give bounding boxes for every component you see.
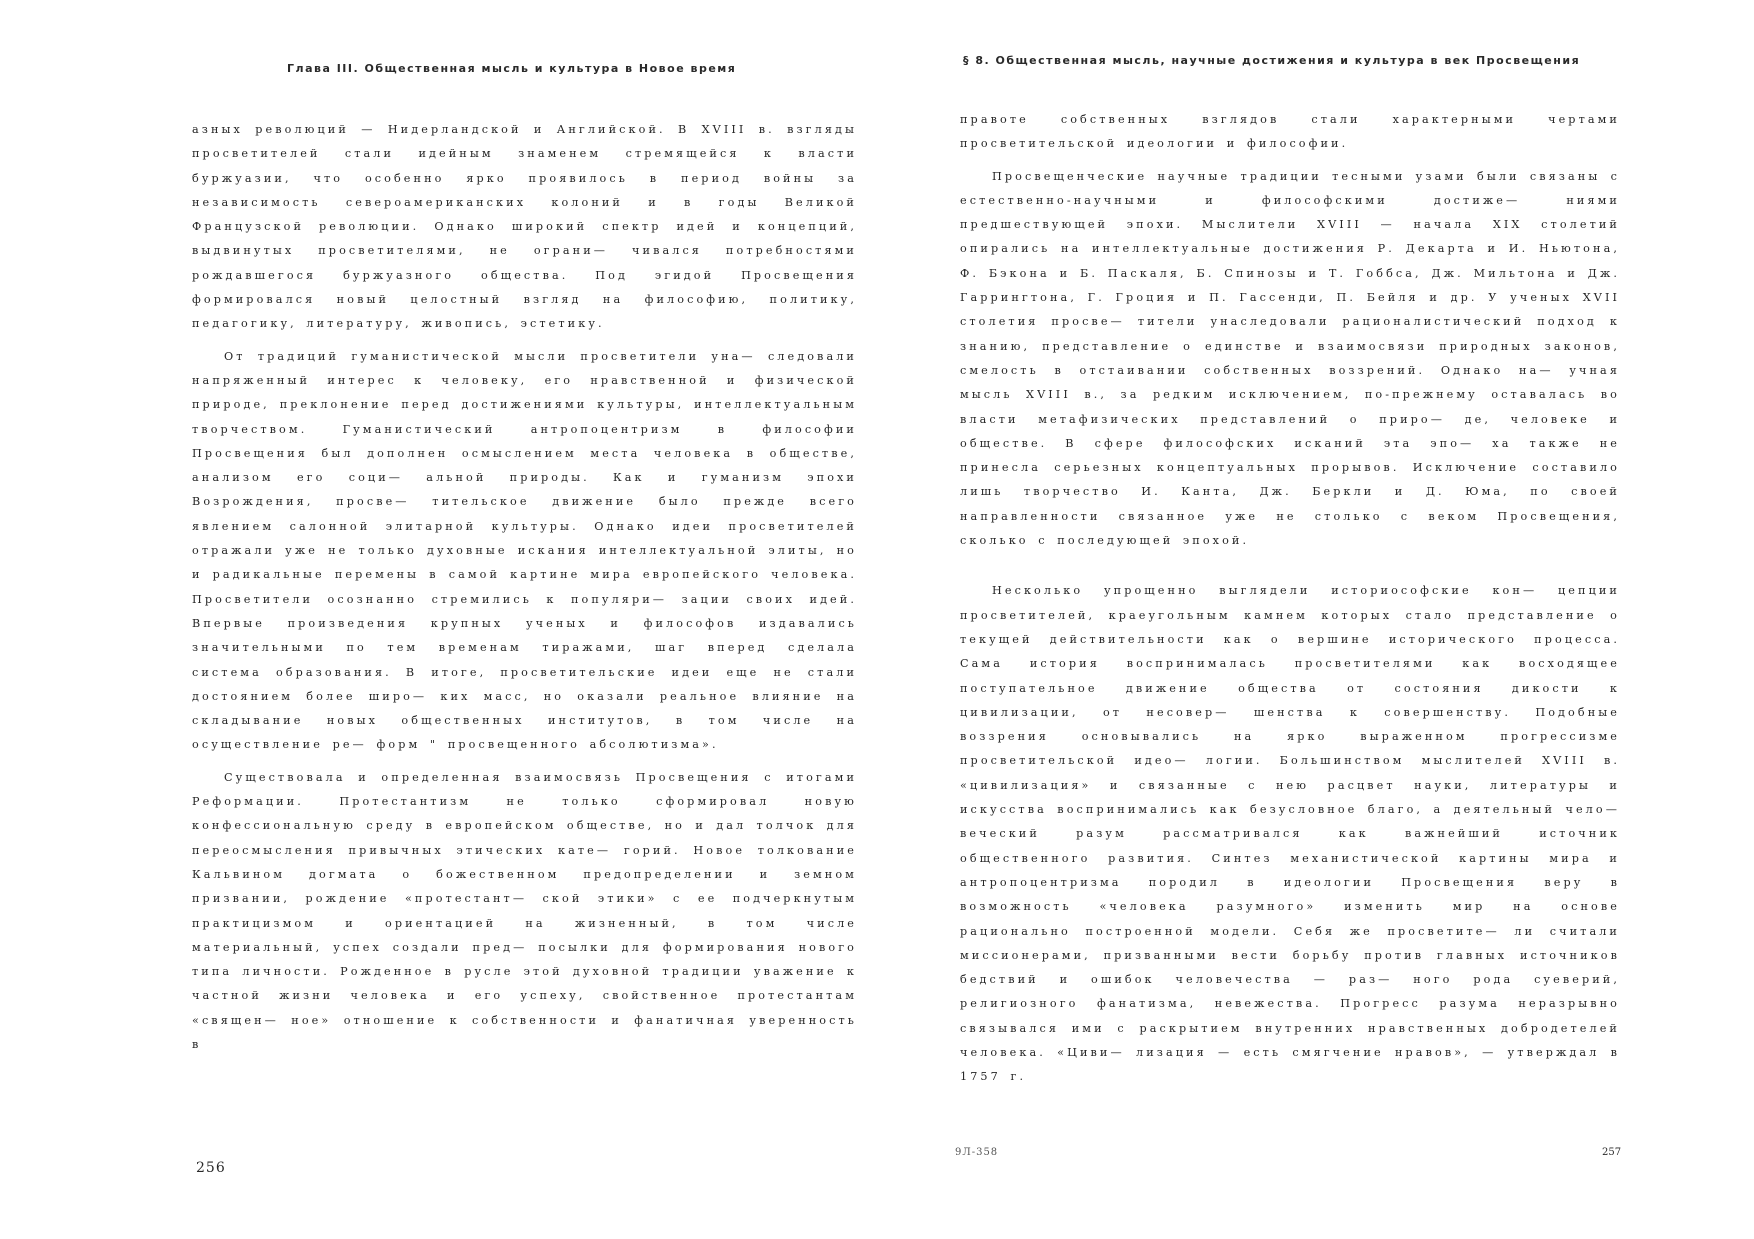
right-page-number: 257 — [1602, 1147, 1622, 1158]
left-paragraph-3: Существовала и определенная взаимосвязь Просвещения с итогами Реформации. Протестантизм не только сформировал новую конфессиональную среду в европейском обществе, но и дал толчок для переосмысления привычных этических кате— горий. Новое толкование Кальвином догмата о божественном предопределении и земном призвании, рождение «протестант— ской этики» с ее подчеркнутым практицизмом и ориентацией на жизненный, в том числе материальный, успех создали пред— посылки для формирования нового типа личности. Рожденное в русле этой духовной традиции уважение к частной жизни человека и его успеху, свойственное протестантам «священ— ное» отношение к собственности и фанатичная уверенность в — [192, 770, 857, 1051]
right-running-head: § 8. Общественная мысль, научные достижения и культура в век Просвещения — [963, 54, 1581, 67]
print-signature-mark: 9Л-358 — [955, 1147, 999, 1158]
left-paragraph-1: азных революций — Нидерландской и Английской. В XVIII в. взгляды просветителей стали идейным знаменем стремящейся к власти буржуазии, что особенно ярко проявилось в период войны за независимость североамериканских колоний и в годы Великой Французской революции. Однако широкий спектр идей и концепций, выдвинутых просветителями, не ограни— чивался потребностями рождавшегося буржуазного общества. Под эгидой Просвещения формировался новый целостный взгляд на философию, политику, педагогику, литературу, живопись, эстетику. — [192, 123, 857, 331]
right-text-block — [960, 108, 1620, 1090]
right-paragraph-1: правоте собственных взглядов стали характерными чертами просветительской идеологии и философии. — [960, 113, 1620, 151]
right-page — [877, 0, 1754, 1239]
left-running-head: Глава III. Общественная мысль и культура в Новое время — [287, 62, 737, 75]
left-text-block — [192, 118, 857, 1057]
left-paragraph-2: От традиций гуманистической мысли просветители уна— следовали напряженный интерес к человеку, его нравственной и физической природе, преклонение перед достижениями культуры, интеллектуальным творчеством. Гуманистический антропоцентризм в философии Просвещения был дополнен осмыслением места человека в обществе, анализом его соци— альной природы. Как и гуманизм эпохи Возрождения, просве— тительское движение было прежде всего явлением салонной элитарной культуры. Однако идеи просветителей отражали уже не только духовные искания интеллектуальной элиты, но и радикальные перемены в самой картине мира европейского человека. Просветители осознанно стремились к популяри— зации своих идей. Впервые произведения крупных ученых и философов издавались значительными по тем временам тиражами, шаг вперед сделала система образования. В итоге, просветительские идеи еще не стали достоянием более широ— ких масс, но оказали реальное влияние на складывание новых общественных институтов, в том числе на осуществление ре— форм " просвещенного абсолютизма». — [192, 349, 857, 752]
left-page-number: 256 — [196, 1160, 226, 1176]
right-paragraph-2: Просвещенческие научные традиции тесными узами были связаны с естественно-научными и философскими достиже— ниями предшествующей эпохи. Мыслители XVIII — начала XIX столетий опирались на интеллектуальные достижения Р. Декарта и И. Ньютона, Ф. Бэкона и Б. Паскаля, Б. Спинозы и Т. Гоббса, Дж. Мильтона и Дж. Гаррингтона, Г. Гроция и П. Гассенди, П. Бейля и др. У ученых XVII столетия просве— тители унаследовали рационалистический подход к знанию, представление о единстве и взаимосвязи природных законов, смелость в отстаивании собственных воззрений. Однако на— учная мысль XVIII в., за редким исключением, по-прежнему оставалась во власти метафизических представлений о приро— де, человеке и обществе. В сфере философских исканий эта эпо— ха также не принесла серьезных концептуальных прорывов. Исключение составило лишь творчество И. Канта, Дж. Беркли и Д. Юма, по своей направленности связанное уже не столько с веком Просвещения, сколько с последующей эпохой. — [960, 169, 1620, 548]
right-paragraph-3: Несколько упрощенно выглядели историософские кон— цепции просветителей, краеугольным камнем которых стало представление о текущей действительности как о вершине исторического процесса. Сама история воспринималась просветителями как восходящее поступательное движение общества от состояния дикости к цивилизации, от несовер— шенства к совершенству. Подобные воззрения основывались на ярко выраженном прогрессизме просветительской идео— логии. Большинством мыслителей XVIII в. «цивилизация» и связанные с нею расцвет науки, литературы и искусства воспринимались как безусловное благо, а деятельный чело— веческий разум рассматривался как важнейший источник общественного развития. Синтез механистической картины мира и антропоцентризма породил в идеологии Просвещения веру в возможность «человека разумного» изменить мир на основе рационально построенной модели. Себя же просветите— ли считали миссионерами, призванными вести борьбу против главных источников бедствий и ошибок человечества — раз— ного рода суеверий, религиозного фанатизма, невежества. Прогресс разума неразрывно связывался ими с раскрытием внутренних нравственных добродетелей человека. «Циви— лизация — есть смягчение нравов», — утверждал в 1757 г. — [960, 584, 1620, 1084]
